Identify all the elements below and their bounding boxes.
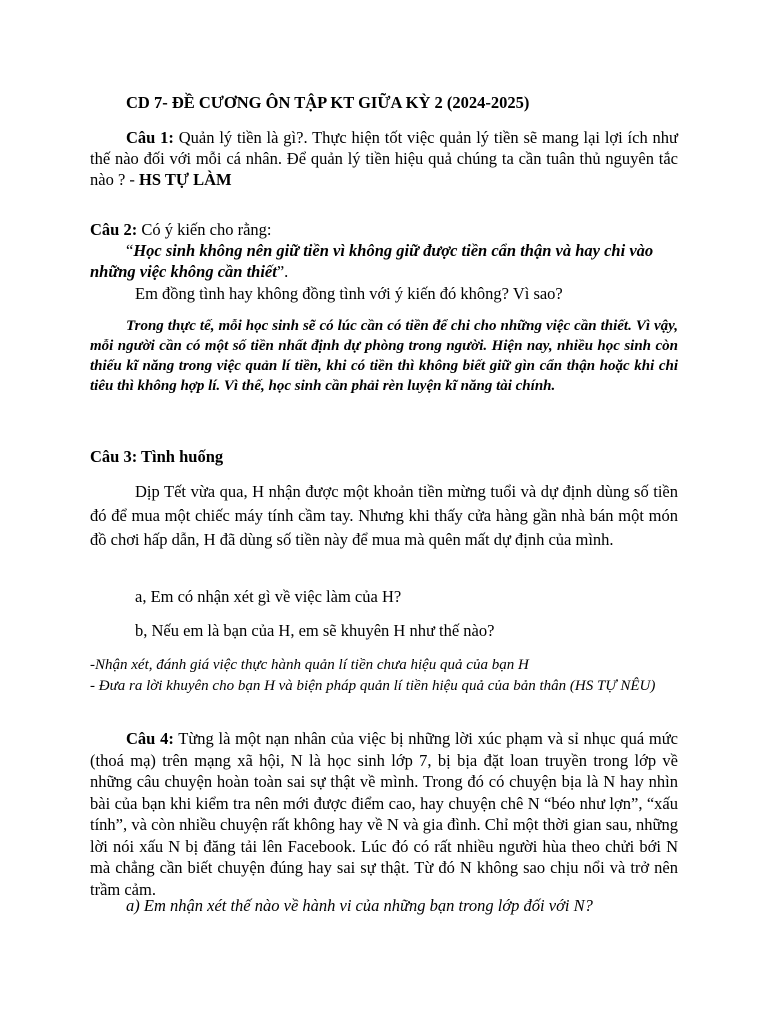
question-2-label: Câu 2: <box>90 220 138 239</box>
question-2-quote <box>90 240 678 282</box>
question-1 <box>90 127 678 190</box>
quote-text: Học sinh không nên giữ tiền vì không giữ được tiền cẩn thận và hay chi vào những việc không cần thiết <box>90 241 654 281</box>
question-4-part-a: a) Em nhận xét thế nào về hành vi của những bạn trong lớp đối với N? <box>126 896 593 915</box>
question-2-ask: Em đồng tình hay không đồng tình với ý kiến đó không? Vì sao? <box>135 284 563 303</box>
question-1-text: Quản lý tiền là gì?. Thực hiện tốt việc quản lý tiền sẽ mang lại lợi ích như thế nào đối với mỗi cá nhân. Để quản lý tiền hiệu quả chúng ta cần tuân thủ nguyên tắc nào ? - <box>90 128 678 189</box>
question-4 <box>90 728 678 900</box>
document-title: CD 7- ĐỀ CƯƠNG ÔN TẬP KT GIỮA KỲ 2 (2024-2025) <box>126 93 530 112</box>
question-3-answer-2: - Đưa ra lời khuyên cho bạn H và biện pháp quản lí tiền hiệu quả của bản thân (HS TỰ NÊU) <box>90 678 656 694</box>
question-4-label: Câu 4: <box>126 729 174 748</box>
question-2-answer: Trong thực tế, mỗi học sinh sẽ có lúc cần có tiền để chi cho những việc cần thiết. Vì vậy, mỗi người cần có một số tiền nhất định dự phòng trong người. Hiện nay, nhiều học sinh còn thiếu kĩ năng trong việc quản lí tiền, khi có tiền thì không biết giữ gìn cẩn thận hoặc khi chi tiêu thì không hợp lí. Vì thế, học sinh cần phải rèn luyện kĩ năng tài chính. <box>90 318 678 394</box>
question-3-answer-1: -Nhận xét, đánh giá việc thực hành quản lí tiền chưa hiệu quả của bạn H <box>90 657 529 673</box>
question-2-text: Có ý kiến cho rằng: <box>137 220 272 239</box>
question-3-part-b: b, Nếu em là bạn của H, em sẽ khuyên H như thế nào? <box>135 621 495 640</box>
quote-open-mark: “ <box>126 241 134 260</box>
question-1-label: Câu 1: <box>126 128 174 147</box>
quote-close-mark: ”. <box>276 262 289 281</box>
question-2-heading <box>90 219 678 240</box>
question-3-text: Dịp Tết vừa qua, H nhận được một khoản tiền mừng tuổi và dự định dùng số tiền đó để mua một chiếc máy tính cầm tay. Nhưng khi thấy cửa hàng gần nhà bán một món đồ chơi hấp dẫn, H đã dùng số tiền này để mua mà quên mất dự định của mình. <box>90 482 678 549</box>
question-3-part-a: a, Em có nhận xét gì về việc làm của H? <box>135 587 402 606</box>
question-1-note: HS TỰ LÀM <box>139 170 232 189</box>
question-3-heading: Câu 3: Tình huống <box>90 447 224 466</box>
question-4-text: Từng là một nạn nhân của việc bị những lời xúc phạm và sỉ nhục quá mức (thoá mạ) trên mạng xã hội, N là học sinh lớp 7, bị bịa đặt loan truyền trong lớp về những câu chuyện hoàn toàn sai sự thật về mình. Trong đó có chuyện bịa là N hay nhìn bài của bạn khi kiểm tra nên mới được điểm cao, hay chuyện chê N “béo như lợn”, “xấu tính”, và còn nhiều chuyện rất không hay về N và gia đình. Chỉ một thời gian sau, những lời nói xấu N bị đăng tải lên Facebook. Lúc đó có rất nhiều người hùa theo chửi bới N mà chẳng cần biết chuyện đúng hay sai sự thật. Từ đó N không sao chịu nổi và trở nên trầm cảm. <box>90 729 678 899</box>
question-3-answer <box>90 655 678 697</box>
